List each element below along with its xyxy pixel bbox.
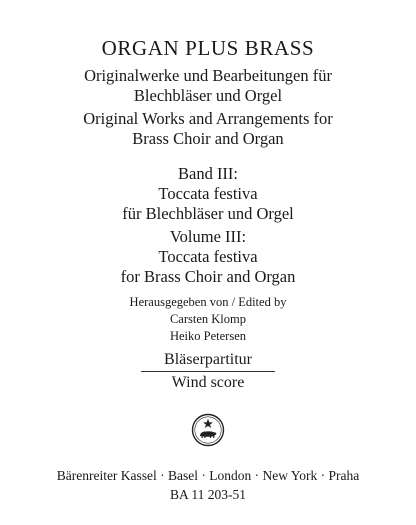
series-subtitle-de-line-2: Blechbläser und Orgel xyxy=(133,86,283,105)
volume-en-title: Toccata festiva xyxy=(158,247,258,266)
editors-heading: Herausgegeben von / Edited by xyxy=(129,295,287,309)
series-subtitle-en-line-1: Original Works and Arrangements for xyxy=(83,109,333,128)
series-subtitle-de-line-1: Originalwerke und Bearbeitungen für xyxy=(84,66,332,85)
volume-en-instrumentation: for Brass Choir and Organ xyxy=(120,267,296,286)
volume-de-instrumentation: für Blechbläser und Orgel xyxy=(122,204,294,223)
editor-name-2: Heiko Petersen xyxy=(169,329,247,343)
score-type-en: Wind score xyxy=(171,374,245,391)
publisher-cities: Bärenreiter Kassel · Basel · London · New York · Praha xyxy=(56,468,360,483)
volume-de-title: Toccata festiva xyxy=(158,184,258,203)
catalog-number: BA 11 203-51 xyxy=(169,487,246,502)
series-subtitle-en-line-2: Brass Choir and Organ xyxy=(132,129,284,148)
volume-de-label: Band III: xyxy=(177,164,239,183)
score-type-de: Bläserpartitur xyxy=(164,351,252,368)
score-type-divider xyxy=(141,371,275,372)
editor-name-1: Carsten Klomp xyxy=(169,312,247,326)
series-title: ORGAN PLUS BRASS xyxy=(101,36,315,60)
baerenreiter-bear-star-seal-icon xyxy=(191,413,225,447)
volume-en-label: Volume III: xyxy=(169,227,247,246)
